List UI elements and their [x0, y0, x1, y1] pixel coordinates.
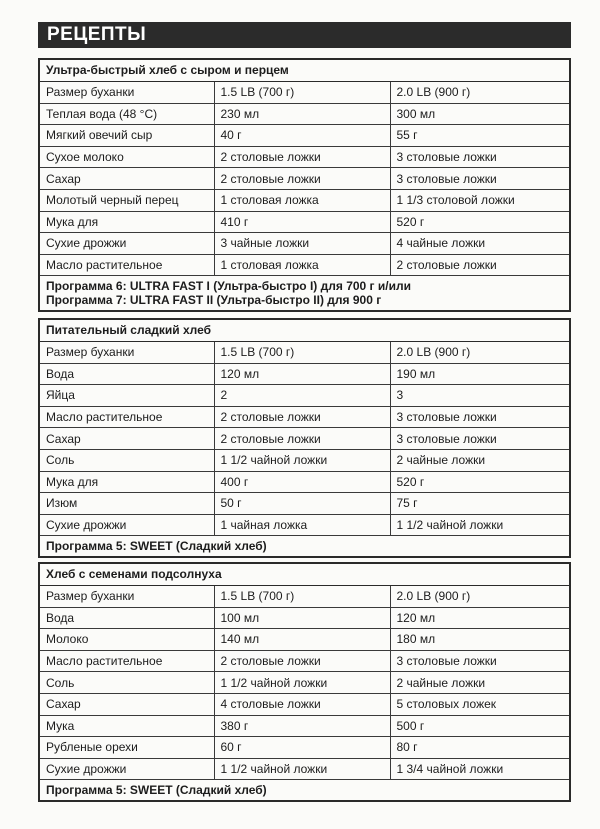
ingredient-name-cell: Размер буханки [40, 342, 214, 363]
recipe-title: Питательный сладкий хлеб [40, 320, 569, 342]
amount-700g-cell: 410 г [214, 211, 390, 233]
amount-700g-cell: 4 столовые ложки [214, 693, 390, 715]
table-row [40, 514, 569, 536]
table-row [40, 146, 569, 168]
amount-700g-cell: 1 1/2 чайной ложки [214, 758, 390, 780]
ingredient-name-cell: Вода [40, 607, 214, 629]
amount-900g-cell: 2 чайные ложки [390, 449, 569, 471]
amount-900g-cell: 2 чайные ложки [390, 672, 569, 694]
table-row [40, 715, 569, 737]
ingredient-name-cell: Изюм [40, 493, 214, 515]
amount-700g-cell: 1 столовая ложка [214, 189, 390, 211]
table-row [40, 82, 569, 103]
amount-700g-cell: 1 1/2 чайной ложки [214, 672, 390, 694]
amount-900g-cell: 55 г [390, 125, 569, 147]
recipe-block-cheese-pepper-bread [38, 58, 571, 312]
ingredient-name-cell: Сахар [40, 168, 214, 190]
table-row [40, 168, 569, 190]
ingredient-name-cell: Яйца [40, 385, 214, 407]
ingredient-name-cell: Сухие дрожжи [40, 514, 214, 536]
table-row [40, 428, 569, 450]
amount-900g-cell: 5 столовых ложек [390, 693, 569, 715]
program-note-line: Программа 7: ULTRA FAST II (Ультра-быстро II) для 900 г [46, 293, 382, 308]
table-row [40, 586, 569, 607]
amount-700g-cell: 2 столовые ложки [214, 146, 390, 168]
ingredient-name-cell: Размер буханки [40, 586, 214, 607]
ingredient-name-cell: Сахар [40, 693, 214, 715]
amount-700g-cell: 1.5 LB (700 г) [214, 342, 390, 363]
amount-700g-cell: 120 мл [214, 363, 390, 385]
amount-900g-cell: 3 [390, 385, 569, 407]
table-row [40, 385, 569, 407]
ingredient-name-cell: Сухое молоко [40, 146, 214, 168]
amount-700g-cell: 2 столовые ложки [214, 650, 390, 672]
ingredient-name-cell: Молотый черный перец [40, 189, 214, 211]
amount-900g-cell: 3 столовые ложки [390, 650, 569, 672]
amount-700g-cell: 100 мл [214, 607, 390, 629]
amount-900g-cell: 2 столовые ложки [390, 254, 569, 276]
table-row [40, 449, 569, 471]
recipe-title: Хлеб с семенами подсолнуха [40, 564, 569, 586]
table-row [40, 406, 569, 428]
table-row [40, 211, 569, 233]
ingredient-name-cell: Мука для [40, 471, 214, 493]
table-row [40, 758, 569, 780]
ingredient-name-cell: Соль [40, 449, 214, 471]
ingredient-name-cell: Молоко [40, 629, 214, 651]
amount-900g-cell: 3 столовые ложки [390, 406, 569, 428]
amount-700g-cell: 2 столовые ложки [214, 428, 390, 450]
table-row [40, 363, 569, 385]
recipe-block-sweet-bread [38, 318, 571, 558]
table-row [40, 693, 569, 715]
program-note-line: Программа 6: ULTRA FAST I (Ультра-быстро I) для 700 г и/или [46, 279, 411, 294]
page-title: РЕЦЕПТЫ [38, 22, 571, 48]
amount-900g-cell: 500 г [390, 715, 569, 737]
amount-700g-cell: 2 столовые ложки [214, 168, 390, 190]
amount-900g-cell: 180 мл [390, 629, 569, 651]
ingredient-name-cell: Рубленые орехи [40, 737, 214, 759]
amount-700g-cell: 1 столовая ложка [214, 254, 390, 276]
amount-900g-cell: 190 мл [390, 363, 569, 385]
amount-900g-cell: 1 3/4 чайной ложки [390, 758, 569, 780]
ingredient-name-cell: Размер буханки [40, 82, 214, 103]
program-note [40, 536, 569, 556]
amount-700g-cell: 60 г [214, 737, 390, 759]
amount-700g-cell: 1.5 LB (700 г) [214, 586, 390, 607]
amount-900g-cell: 1 1/3 столовой ложки [390, 189, 569, 211]
table-row [40, 607, 569, 629]
ingredient-name-cell: Сухие дрожжи [40, 758, 214, 780]
amount-900g-cell: 3 столовые ложки [390, 168, 569, 190]
amount-700g-cell: 400 г [214, 471, 390, 493]
table-row [40, 650, 569, 672]
ingredient-name-cell: Масло растительное [40, 650, 214, 672]
amount-700g-cell: 3 чайные ложки [214, 233, 390, 255]
amount-900g-cell: 1 1/2 чайной ложки [390, 514, 569, 536]
amount-900g-cell: 520 г [390, 471, 569, 493]
ingredients-table [40, 82, 569, 276]
amount-700g-cell: 2 столовые ложки [214, 406, 390, 428]
ingredient-name-cell: Теплая вода (48 °C) [40, 103, 214, 125]
table-row [40, 672, 569, 694]
amount-700g-cell: 1 чайная ложка [214, 514, 390, 536]
amount-900g-cell: 300 мл [390, 103, 569, 125]
amount-900g-cell: 3 столовые ложки [390, 146, 569, 168]
amount-900g-cell: 75 г [390, 493, 569, 515]
recipe-title: Ультра-быстрый хлеб с сыром и перцем [40, 60, 569, 82]
amount-700g-cell: 1.5 LB (700 г) [214, 82, 390, 103]
ingredient-name-cell: Масло растительное [40, 406, 214, 428]
amount-900g-cell: 80 г [390, 737, 569, 759]
amount-700g-cell: 1 1/2 чайной ложки [214, 449, 390, 471]
ingredient-name-cell: Соль [40, 672, 214, 694]
ingredients-table [40, 586, 569, 780]
table-row [40, 189, 569, 211]
program-note [40, 276, 569, 310]
amount-900g-cell: 120 мл [390, 607, 569, 629]
amount-700g-cell: 230 мл [214, 103, 390, 125]
ingredient-name-cell: Масло растительное [40, 254, 214, 276]
table-row [40, 254, 569, 276]
table-row [40, 342, 569, 363]
ingredient-name-cell: Мука [40, 715, 214, 737]
ingredient-name-cell: Мука для [40, 211, 214, 233]
table-row [40, 233, 569, 255]
program-note-line: Программа 5: SWEET (Сладкий хлеб) [46, 539, 267, 554]
program-note [40, 780, 569, 800]
recipe-block-sunflower-bread [38, 562, 571, 802]
table-row [40, 737, 569, 759]
table-row [40, 103, 569, 125]
ingredient-name-cell: Сахар [40, 428, 214, 450]
program-note-line: Программа 5: SWEET (Сладкий хлеб) [46, 783, 267, 798]
amount-700g-cell: 40 г [214, 125, 390, 147]
amount-900g-cell: 2.0 LB (900 г) [390, 82, 569, 103]
amount-900g-cell: 3 столовые ложки [390, 428, 569, 450]
ingredient-name-cell: Сухие дрожжи [40, 233, 214, 255]
amount-700g-cell: 140 мл [214, 629, 390, 651]
amount-900g-cell: 4 чайные ложки [390, 233, 569, 255]
amount-900g-cell: 2.0 LB (900 г) [390, 586, 569, 607]
amount-900g-cell: 2.0 LB (900 г) [390, 342, 569, 363]
amount-700g-cell: 2 [214, 385, 390, 407]
ingredient-name-cell: Вода [40, 363, 214, 385]
table-row [40, 493, 569, 515]
table-row [40, 471, 569, 493]
amount-900g-cell: 520 г [390, 211, 569, 233]
ingredients-table [40, 342, 569, 536]
table-row [40, 629, 569, 651]
amount-700g-cell: 50 г [214, 493, 390, 515]
ingredient-name-cell: Мягкий овечий сыр [40, 125, 214, 147]
amount-700g-cell: 380 г [214, 715, 390, 737]
table-row [40, 125, 569, 147]
